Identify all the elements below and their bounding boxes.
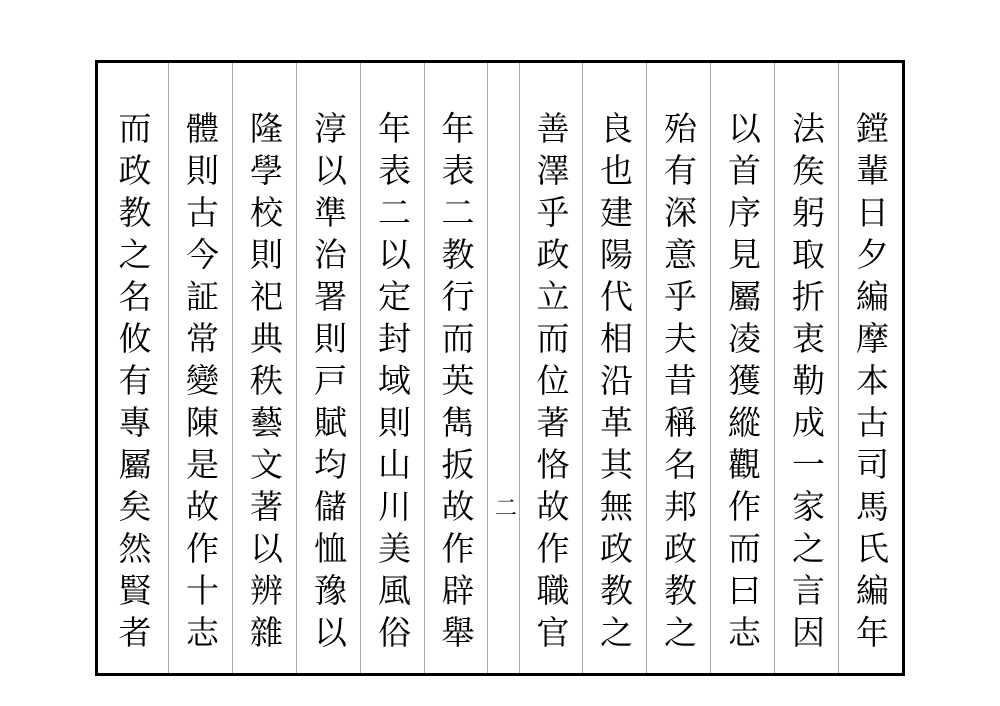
column-text: 年表二教行而英雋扳故作辟舉 [436, 111, 476, 657]
column-text: 法矦躬取折衷勒成一家之言因 [787, 111, 826, 657]
text-column [424, 63, 487, 673]
text-column [360, 63, 424, 673]
text-column [519, 63, 582, 673]
text-column [98, 63, 168, 673]
page-frame [95, 60, 905, 676]
column-text: 年表二以定封域則山川美風俗 [373, 111, 412, 657]
column-text: 善澤乎政立而位著恪故作職官 [531, 111, 571, 657]
text-column [232, 63, 296, 673]
page-number: 二 [491, 496, 517, 518]
text-column [646, 63, 710, 673]
column-text: 殆有深意乎夫昔稱名邦政教之 [659, 111, 698, 657]
text-column [168, 63, 232, 673]
column-text: 良也建陽代相沿革其無政教之 [595, 111, 634, 657]
text-column [296, 63, 360, 673]
column-text: 隆學校則祀典秩藝文著以辨雜 [245, 111, 284, 657]
column-text: 體則古今証常變陳是故作十志 [181, 111, 220, 657]
text-column [710, 63, 774, 673]
folio-column [487, 63, 519, 673]
column-text: 而政教之名攸有專屬矣然賢者 [113, 111, 153, 657]
text-column [582, 63, 646, 673]
text-column [838, 63, 902, 673]
text-column [774, 63, 838, 673]
column-text: 淳以準治署則戸賦均儲恤豫以 [309, 111, 348, 657]
column-text: 鏜輩日夕編摩本古司馬氏編年 [851, 111, 890, 657]
column-text: 以首序見屬凌獲縱觀作而曰志 [723, 111, 762, 657]
